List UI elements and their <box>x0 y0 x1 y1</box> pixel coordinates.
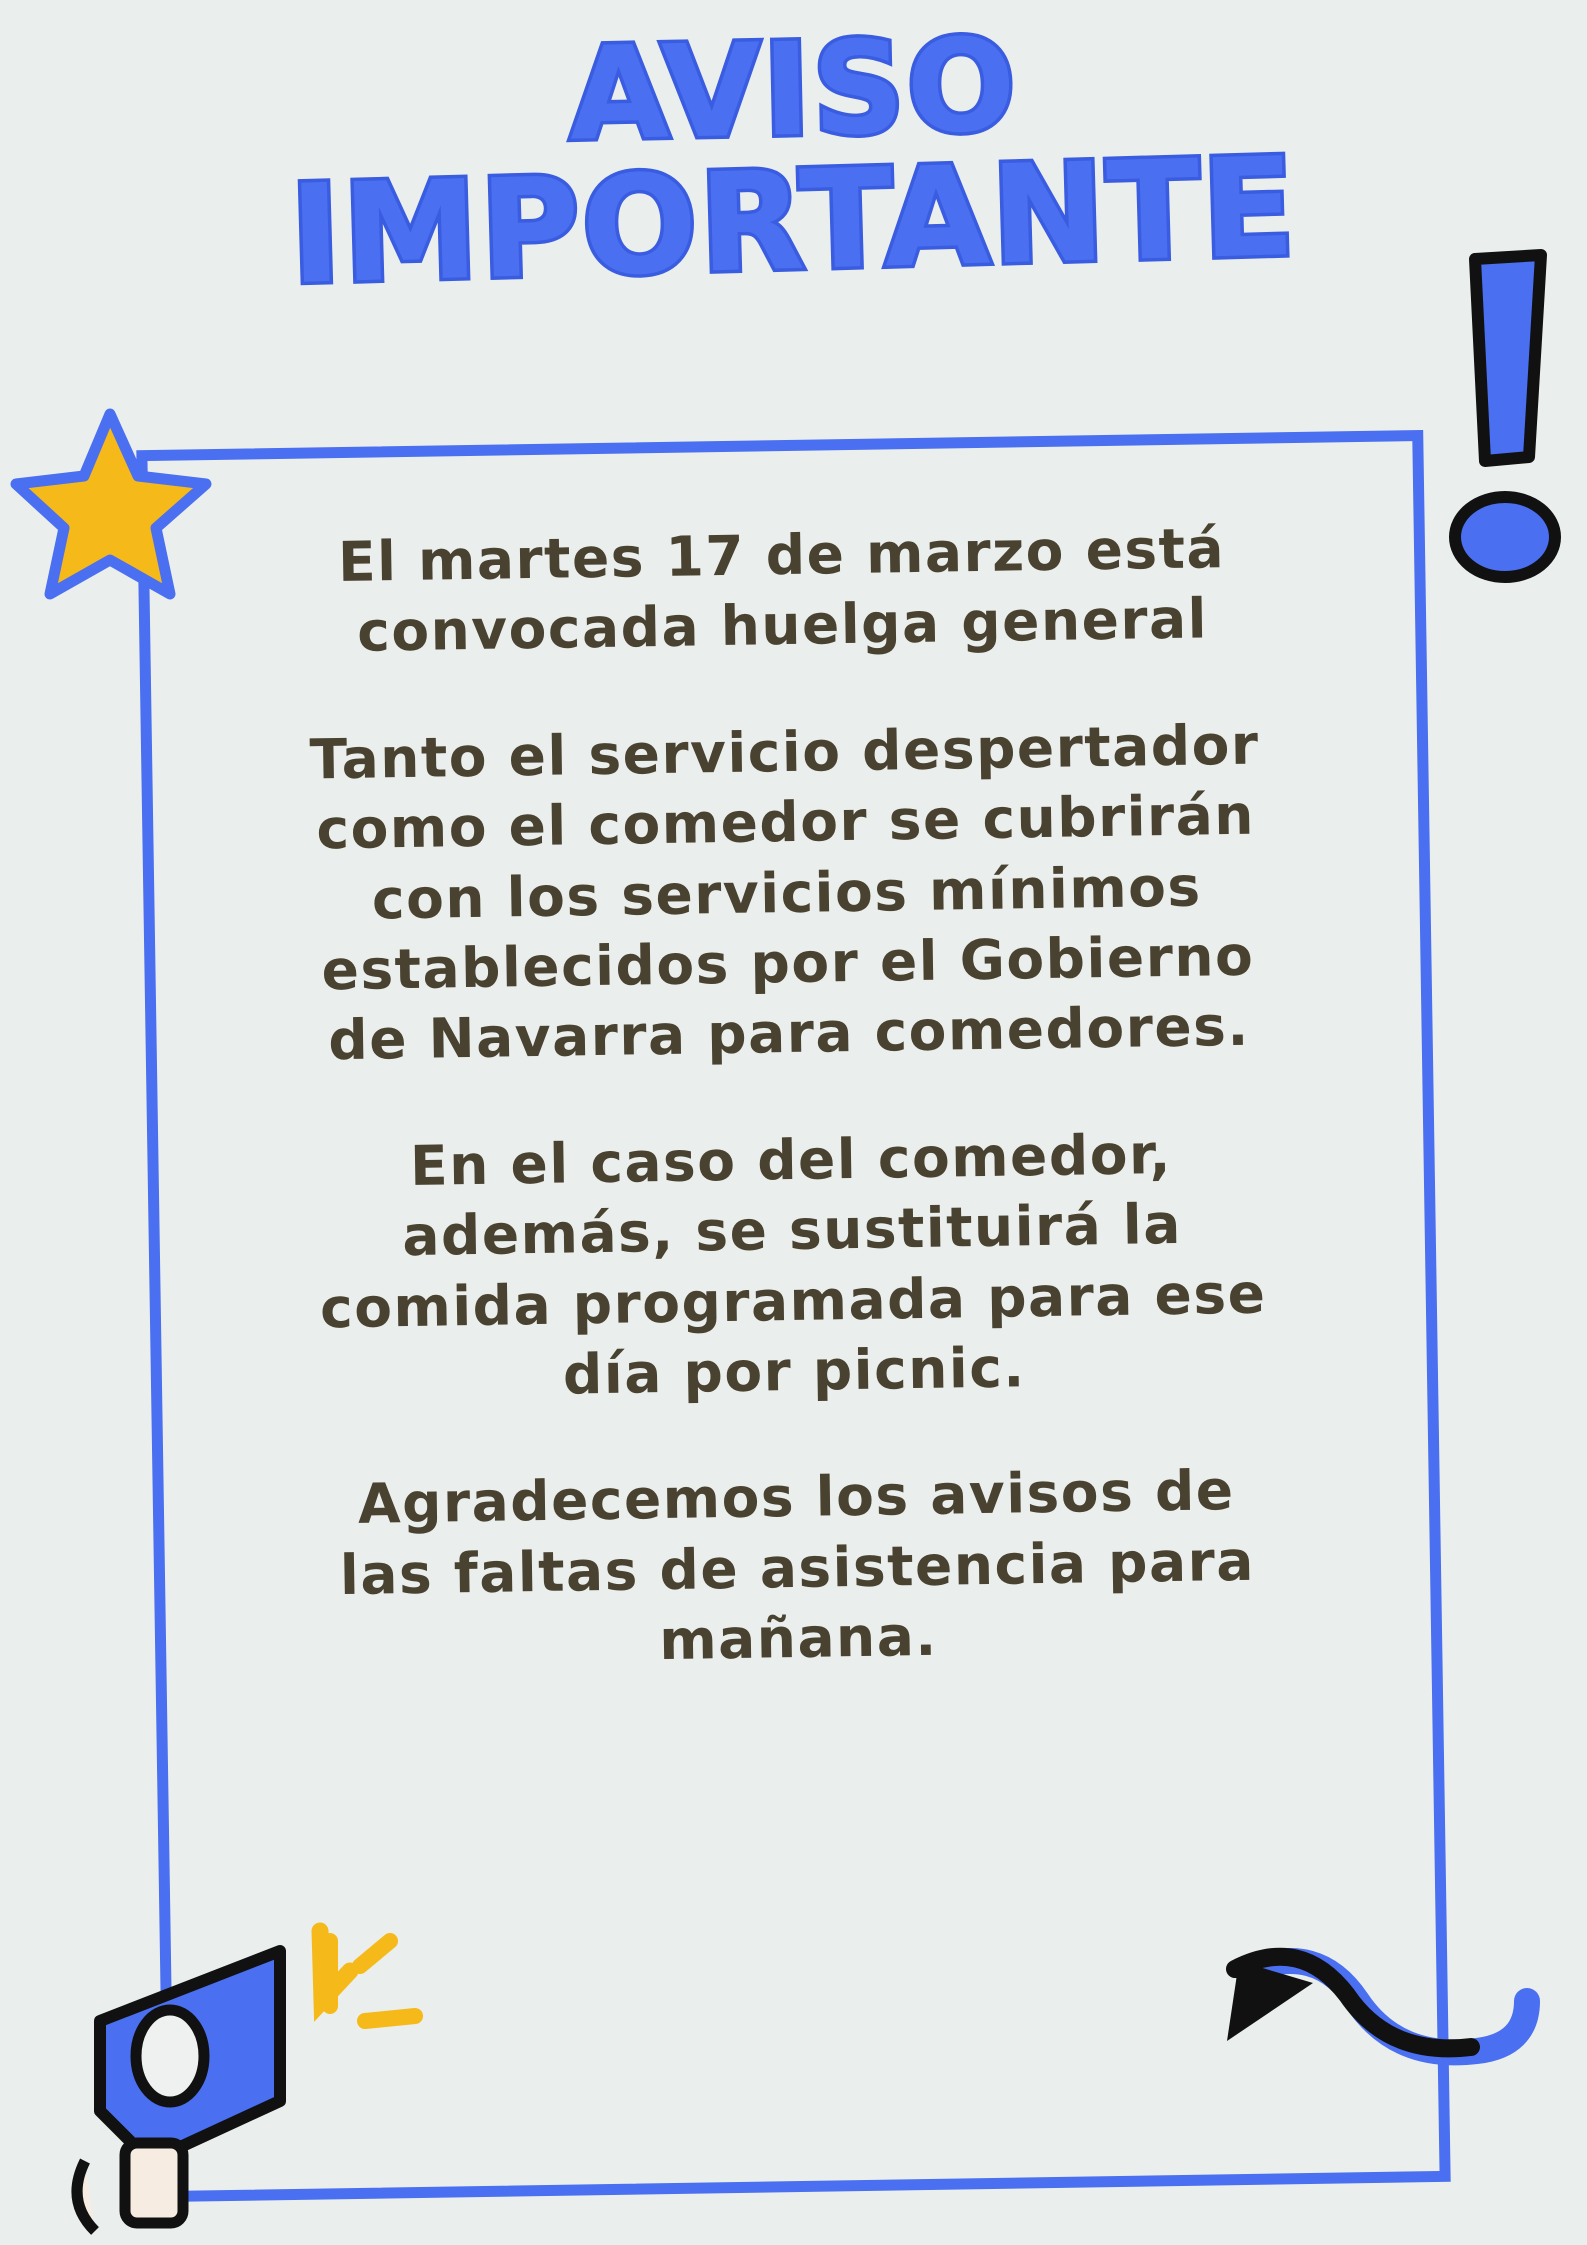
notice-paragraph: Agradecemos los avisos de las faltas de asistencia para mañana. <box>339 1458 1256 1673</box>
notice-paragraph: El martes 17 de marzo está convocada huelga general <box>337 516 1226 665</box>
title-line-1: AVISO <box>567 11 1020 170</box>
notice-paragraph: En el caso del comedor, además, se sustituirá la comida programada para ese día por picnic. <box>319 1121 1267 1407</box>
poster-title <box>0 11 1587 315</box>
notice-paragraph: Tanto el servicio despertador como el comedor se cubrirán con los servicios mínimos establecidos por el Gobierno de Navarra para comedores. <box>309 712 1260 1073</box>
megaphone-icon <box>30 1911 430 2245</box>
star-icon <box>10 400 220 604</box>
exclamation-mark-icon <box>1437 245 1577 599</box>
title-line-2: IMPORTANTE <box>288 128 1299 315</box>
notice-body <box>191 511 1389 1683</box>
curved-arrow-icon <box>1217 1931 1547 2185</box>
